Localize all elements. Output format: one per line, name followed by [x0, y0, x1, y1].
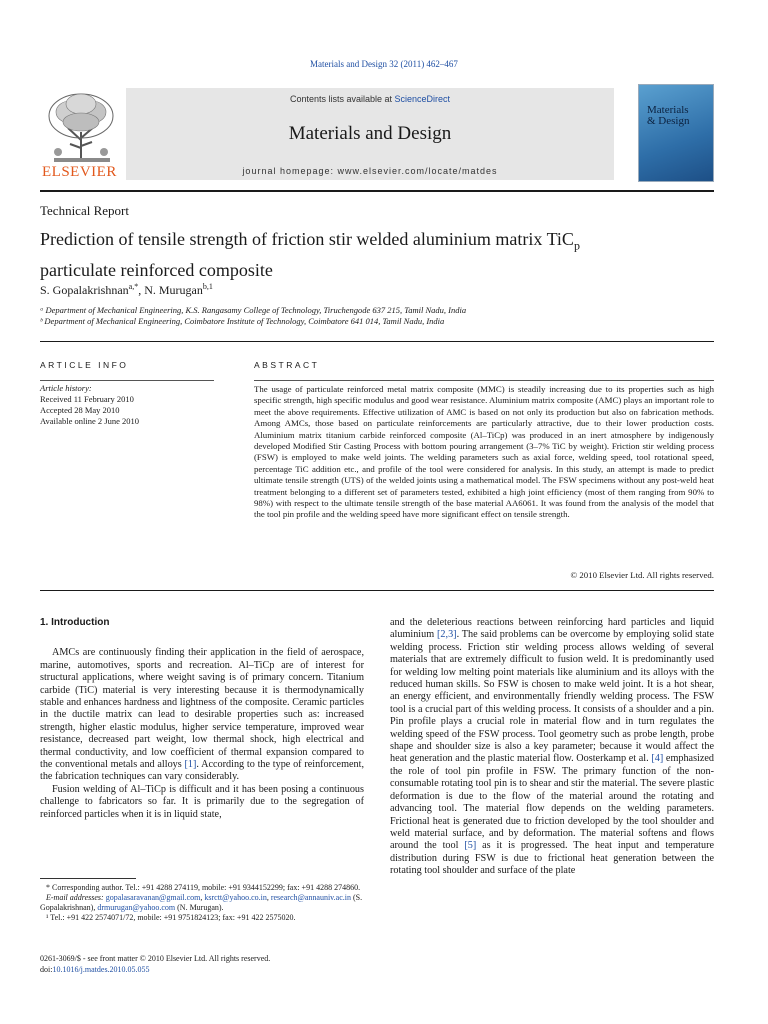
cover-title-line-2: & Design [647, 115, 690, 127]
title-main: Prediction of tensile strength of friction stir welded aluminium matrix TiC [40, 229, 574, 249]
doi-link[interactable]: 10.1016/j.matdes.2010.05.055 [52, 965, 150, 974]
contents-prefix: Contents lists available at [289, 94, 395, 104]
footnote-divider [40, 878, 136, 879]
affiliation-a: ᵃ Department of Mechanical Engineering, K.S. Rangasamy College of Technology, Tiruchengode 637 215, Tamil Nadu, India [40, 305, 467, 315]
footnotes [40, 883, 364, 923]
doi-label: doi: [40, 965, 53, 974]
email-link-1[interactable]: gopalasaravanan@gmail.com [105, 893, 201, 902]
intro-r1-text-d: as it is progressed. The heat input and temperature distribution during FSW is due to frictional heat generation between the rotating tool shoulder and surface of the plate [390, 840, 714, 877]
contents-line [126, 94, 614, 104]
author-2-marks: b,1 [202, 282, 213, 291]
affiliations [40, 305, 466, 327]
body-column-left [40, 617, 364, 821]
author-2[interactable]: N. Murugan [144, 283, 203, 297]
author-1-marks: a,* [128, 282, 139, 291]
title-subscript: p [573, 238, 580, 253]
cover-title [647, 105, 711, 127]
sciencedirect-link[interactable]: ScienceDirect [394, 94, 451, 104]
email-label: E-mail addresses: [46, 893, 106, 902]
section-heading-introduction: 1. Introduction [40, 617, 110, 628]
journal-title: Materials and Design [288, 123, 452, 144]
abstract-text: The usage of particulate reinforced metal matrix composite (MMC) is steadily increasing due to its properties such as high specific strength, high specific modulus and good wear resistance. Aluminium matrix composite (AMC) plays an important role to meet the above requirements. Effective utilization of AMC is based on not only its production but also on fabrication methods. Among AMCs, those based on particulate reinforcements are particularly attractive, due to their lower production costs. Aluminium matrix titanium carbide reinforced composite (Al–TiCp) was produced in an inert atmosphere by indigenously developed Modified Stir Casting Process with bottom pouring arrangement (3–7% TiC by weight). Friction stir welding process (FSW) is employed to make weld joints. The welding parameters such as axial force, welding speed, tool rotational speed, percentage TiC addition etc., and profile of the tool were considered for analysis. In this study, an attempt is made to predict ultimate tensile strength (UTS) of the welded joints using a mathematical model. The FSW specimens without any post-weld heat treatment belonging to a different set of parameters tested, exhibited a high joint efficiency (most of them ranging from 90% to 98%) with respect to the ultimate tensile strength of the base material AA6061. It was found from the analysis of the model that the tool pin profile and the welding speed have more significant effect on tensile strength. [254, 384, 714, 520]
article-title [40, 227, 710, 282]
reference-link-1[interactable]: [1] [184, 759, 197, 771]
article-info-heading: ARTICLE INFO [40, 360, 129, 370]
document-type: Technical Report [40, 203, 129, 218]
journal-citation[interactable]: Materials and Design 32 (2011) 462–467 [310, 59, 458, 69]
history-received: Received 11 February 2010 [40, 394, 134, 404]
issn-line: 0261-3069/$ - see front matter © 2010 Elsevier Ltd. All rights reserved. [40, 954, 271, 963]
email-4-owner: (N. Murugan). [175, 903, 224, 912]
footnote-corresponding: * Corresponding author. Tel.: +91 4288 274119, mobile: +91 9344152299; fax: +91 4288 274860. [46, 883, 361, 892]
history-accepted: Accepted 28 May 2010 [40, 405, 120, 415]
reference-link-2-3[interactable]: [2,3] [437, 629, 457, 641]
abstract-heading: ABSTRACT [254, 360, 320, 370]
article-history [40, 383, 139, 427]
email-link-4[interactable]: drmurugan@yahoo.com [97, 903, 176, 912]
reference-link-5[interactable]: [5] [464, 840, 477, 852]
intro-paragraph-1 [40, 647, 364, 783]
intro-paragraph-2: Fusion welding of Al–TiCp is difficult and it has been posing a continuous challenge to fabricators so far. It is primarily due to the segregation of reinforced particles when it is in liquid state, [40, 783, 364, 820]
elsevier-wordmark: ELSEVIER [42, 164, 117, 180]
intro-r1-text-c: emphasized the role of tool pin profile in FSW. The primary function of the non-consumable rotating tool pin is to shear and stir the material. The severe plastic deformation is due to the flow of the material around the rotating and advancing tool. The material flow depends on the welding parameters. Frictional heat is generated due to friction developed by the tool shoulder and weld material surface, and by deformation. The material softens and flows around the tool [390, 753, 715, 852]
journal-cover-image [638, 84, 714, 182]
history-label: Article history: [40, 383, 92, 393]
header-divider [40, 190, 714, 192]
front-matter [40, 953, 270, 975]
journal-homepage[interactable]: journal homepage: www.elsevier.com/locate/matdes [242, 166, 498, 176]
doi-line [40, 964, 270, 975]
intro-r1-text-a: and the deleterious reactions between reinforcing hard particles and liquid aluminium [390, 617, 714, 641]
footnote-emails: E-mail addresses: gopalasaravanan@gmail.com, ksrctt@yahoo.co.in, research@annauniv.ac.in (S. Gopalakrishnan), drmurugan@yahoo.com (N. Murugan). [40, 893, 363, 912]
intro-r1-text-b: . The said problems can be overcome by employing solid state welding process. Friction stir welding process allows welding of several materials that are extremely difficult to fusion weld. It is predominantly used for welding low melting point materials like aluminium and its alloys with the reduced human skills. So FSW is chosen to make weld joint. It is a hot shear, an energy efficient, and environmentally friendly welding process. The FSW tool is a crucial part of this welding process. It consists of a shoulder and a pin. Pin profile plays a crucial role in material flow and in turn regulates the welding speed of the FSW process. Tool geometry such as probe length, probe shape and shoulder size is also a key parameter; because it would affect the heat generation and the plastic material flow. Oosterkamp et al. [390, 629, 714, 765]
email-link-3[interactable]: research@annauniv.ac.in [270, 893, 351, 902]
intro-p1-text-a: AMCs are continuously finding their application in the field of aerospace, marine, automotives, sports and recreation. Al–TiCp are of interest for structural applications, where weight saving is of primary concern. Titanium carbide (TiC) material is very interesting because it is thermodynamically stable and enhances hardness and lightness of the composite. Ceramic particles in the ductile matrix can lead to desirable properties such as: increased strength, higher elastic modulus, higher service temperature, improved wear resistance, decreased part weight, low thermal shock, high electrical and thermal conductivity, and low coefficient of thermal expansion compared to the conventional metals and alloys [40, 647, 364, 771]
email-link-2[interactable]: ksrctt@yahoo.co.in [204, 893, 267, 902]
journal-banner [126, 88, 614, 180]
abstract-divider [254, 380, 714, 381]
footnote-1: ¹ Tel.: +91 422 2574071/72, mobile: +91 9751824123; fax: +91 422 2575020. [46, 913, 296, 922]
title-rest: particulate reinforced composite [40, 259, 273, 280]
author-1[interactable]: S. Gopalakrishnan [40, 283, 129, 297]
abstract-bottom-divider [40, 590, 714, 591]
journal-header [40, 84, 714, 184]
cover-title-line-1: Materials [647, 104, 689, 116]
intro-p1-text-b: . According to the type of reinforcement, the fabrication techniques can vary considerably. [40, 759, 364, 783]
author-separator: , [138, 283, 145, 297]
author-list [40, 282, 213, 298]
section-divider [40, 341, 714, 342]
email-3-owner: (S. Gopalakrishnan), [40, 893, 363, 912]
affiliation-b: ᵇ Department of Mechanical Engineering, Coimbatore Institute of Technology, Coimbatore 641 014, Tamil Nadu, India [40, 316, 445, 326]
copyright-notice: © 2010 Elsevier Ltd. All rights reserved. [570, 570, 714, 580]
body-column-right [390, 617, 714, 878]
reference-link-4[interactable]: [4] [651, 753, 664, 765]
article-info-divider [40, 380, 214, 381]
history-online: Available online 2 June 2010 [40, 416, 139, 426]
intro-paragraph-continued [390, 617, 714, 878]
